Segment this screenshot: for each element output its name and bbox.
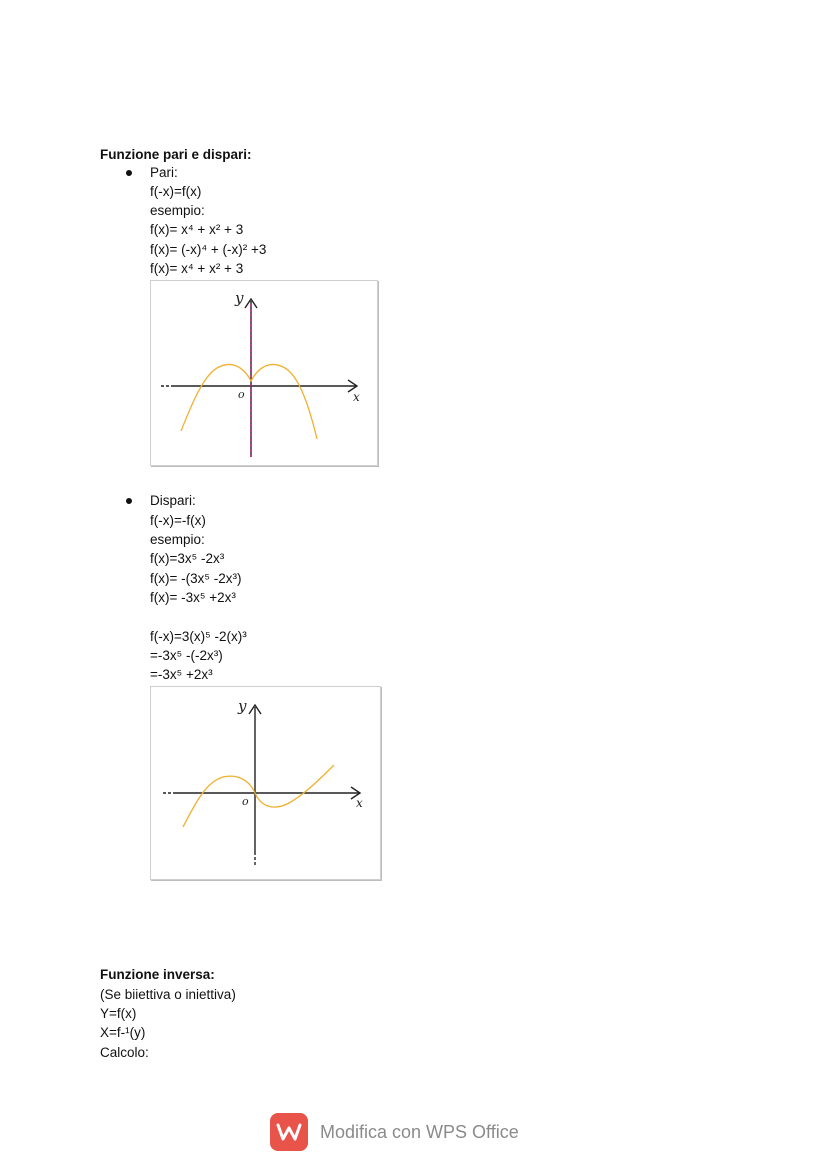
x-axis-label: x [356,796,363,810]
label-dispari: Dispari: [150,493,196,508]
even-curve [181,364,317,439]
dispari-line: f(x)= -(3x⁵ -2x³) [150,571,242,586]
pari-line: f(x)= x⁴ + x² + 3 [150,222,244,237]
dispari-line: f(-x)=-f(x) [150,513,206,528]
y-axis-label: y [235,289,244,307]
dispari-line: esempio: [150,532,205,547]
label-pari: Pari: [150,165,178,180]
dispari-line: f(x)= -3x⁵ +2x³ [150,590,236,605]
origin-label: o [242,795,249,808]
x-axis-label: x [353,390,360,404]
pari-line: esempio: [150,203,205,218]
section-title-inversa: Funzione inversa: [100,967,215,982]
inversa-line: Y=f(x) [100,1006,137,1021]
odd-function-graph [150,686,381,880]
pari-line: f(x)= x⁴ + x² + 3 [150,261,244,276]
wps-brand-text: Modifica con WPS Office [320,1121,519,1142]
inversa-line: Calcolo: [100,1045,149,1060]
dispari-line: f(x)=3x⁵ -2x³ [150,551,225,566]
wps-logo-icon [270,1113,308,1151]
dispari-line: f(-x)=3(x)⁵ -2(x)³ [150,629,247,644]
dispari-line: =-3x⁵ -(-2x³) [150,648,223,663]
wps-watermark[interactable] [270,1112,519,1152]
bullet-pari [126,170,132,176]
pari-line: f(x)= (-x)⁴ + (-x)² +3 [150,242,267,257]
pari-line: f(-x)=f(x) [150,184,202,199]
y-axis-label: y [238,697,247,715]
inversa-line: X=f-¹(y) [100,1025,146,1040]
origin-label: o [238,388,245,401]
section-title-pari-dispari: Funzione pari e dispari: [100,147,252,162]
bullet-dispari [126,498,132,504]
odd-curve [183,765,334,827]
dispari-line: =-3x⁵ +2x³ [150,667,213,682]
even-function-graph [150,280,378,466]
inversa-line: (Se biiettiva o iniettiva) [100,987,236,1002]
